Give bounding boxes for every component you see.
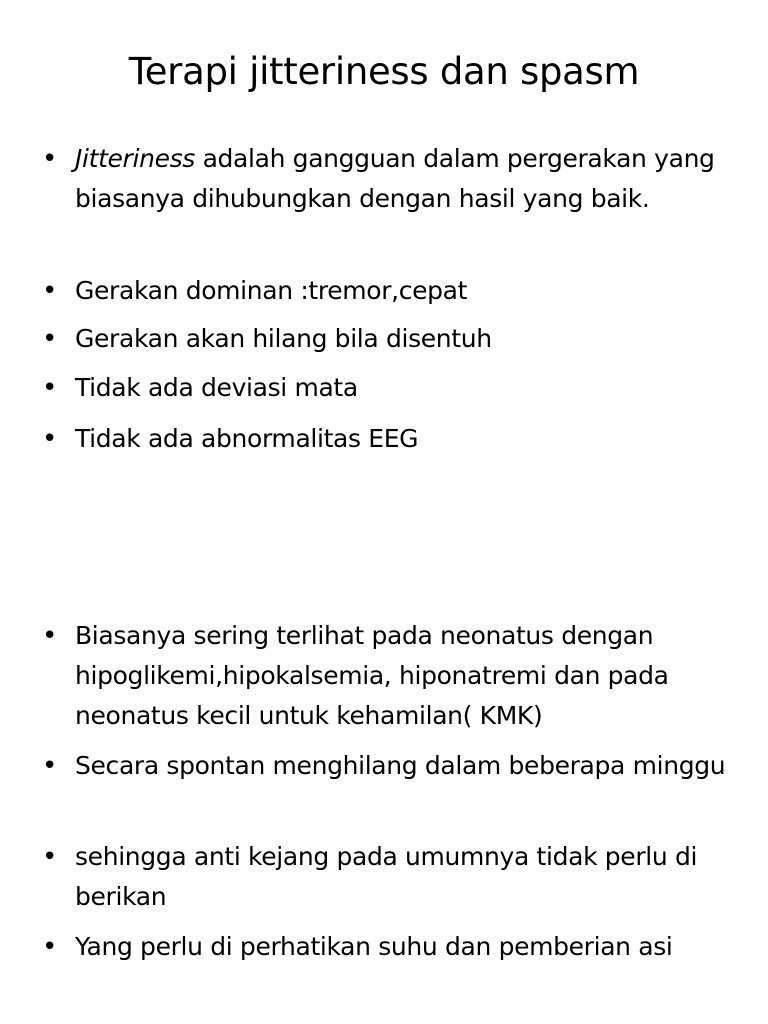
- bullet-dot: •: [42, 751, 58, 781]
- bullet-dot: •: [42, 842, 58, 872]
- bullet-dot: •: [42, 144, 58, 174]
- bullet-text: Yang perlu di perhatikan suhu dan pemberian asi: [75, 932, 673, 961]
- bullet-text: sehingga anti kejang pada umumnya tidak perlu di berikan: [75, 842, 698, 911]
- bullet-text: Biasanya sering terlihat pada neonatus dengan hipoglikemi,hipokalsemia, hiponatremi dan pada neonatus kecil untuk kehamilan( KMK): [75, 621, 669, 730]
- bullet-text: Tidak ada abnormalitas EEG: [75, 424, 419, 453]
- bullet-dot: •: [42, 424, 58, 454]
- bullet-text: Secara spontan menghilang dalam beberapa minggu: [75, 751, 726, 780]
- bullet-text: [75, 139, 740, 219]
- bullet-dot: •: [42, 373, 58, 403]
- bullet-emphasis: Jitteriness: [75, 144, 195, 173]
- bullet-text-rest: adalah gangguan dalam pergerakan yang biasanya dihubungkan dengan hasil yang baik.: [75, 144, 715, 213]
- slide-title: Terapi jitteriness dan spasm: [128, 50, 640, 93]
- bullet-dot: •: [42, 276, 58, 306]
- bullet-dot: •: [42, 621, 58, 651]
- bullet-text: Gerakan dominan :tremor,cepat: [75, 276, 468, 305]
- bullet-dot: •: [42, 324, 58, 354]
- bullet-text: Tidak ada deviasi mata: [75, 373, 358, 402]
- bullet-text: Gerakan akan hilang bila disentuh: [75, 324, 492, 353]
- bullet-dot: •: [42, 932, 58, 962]
